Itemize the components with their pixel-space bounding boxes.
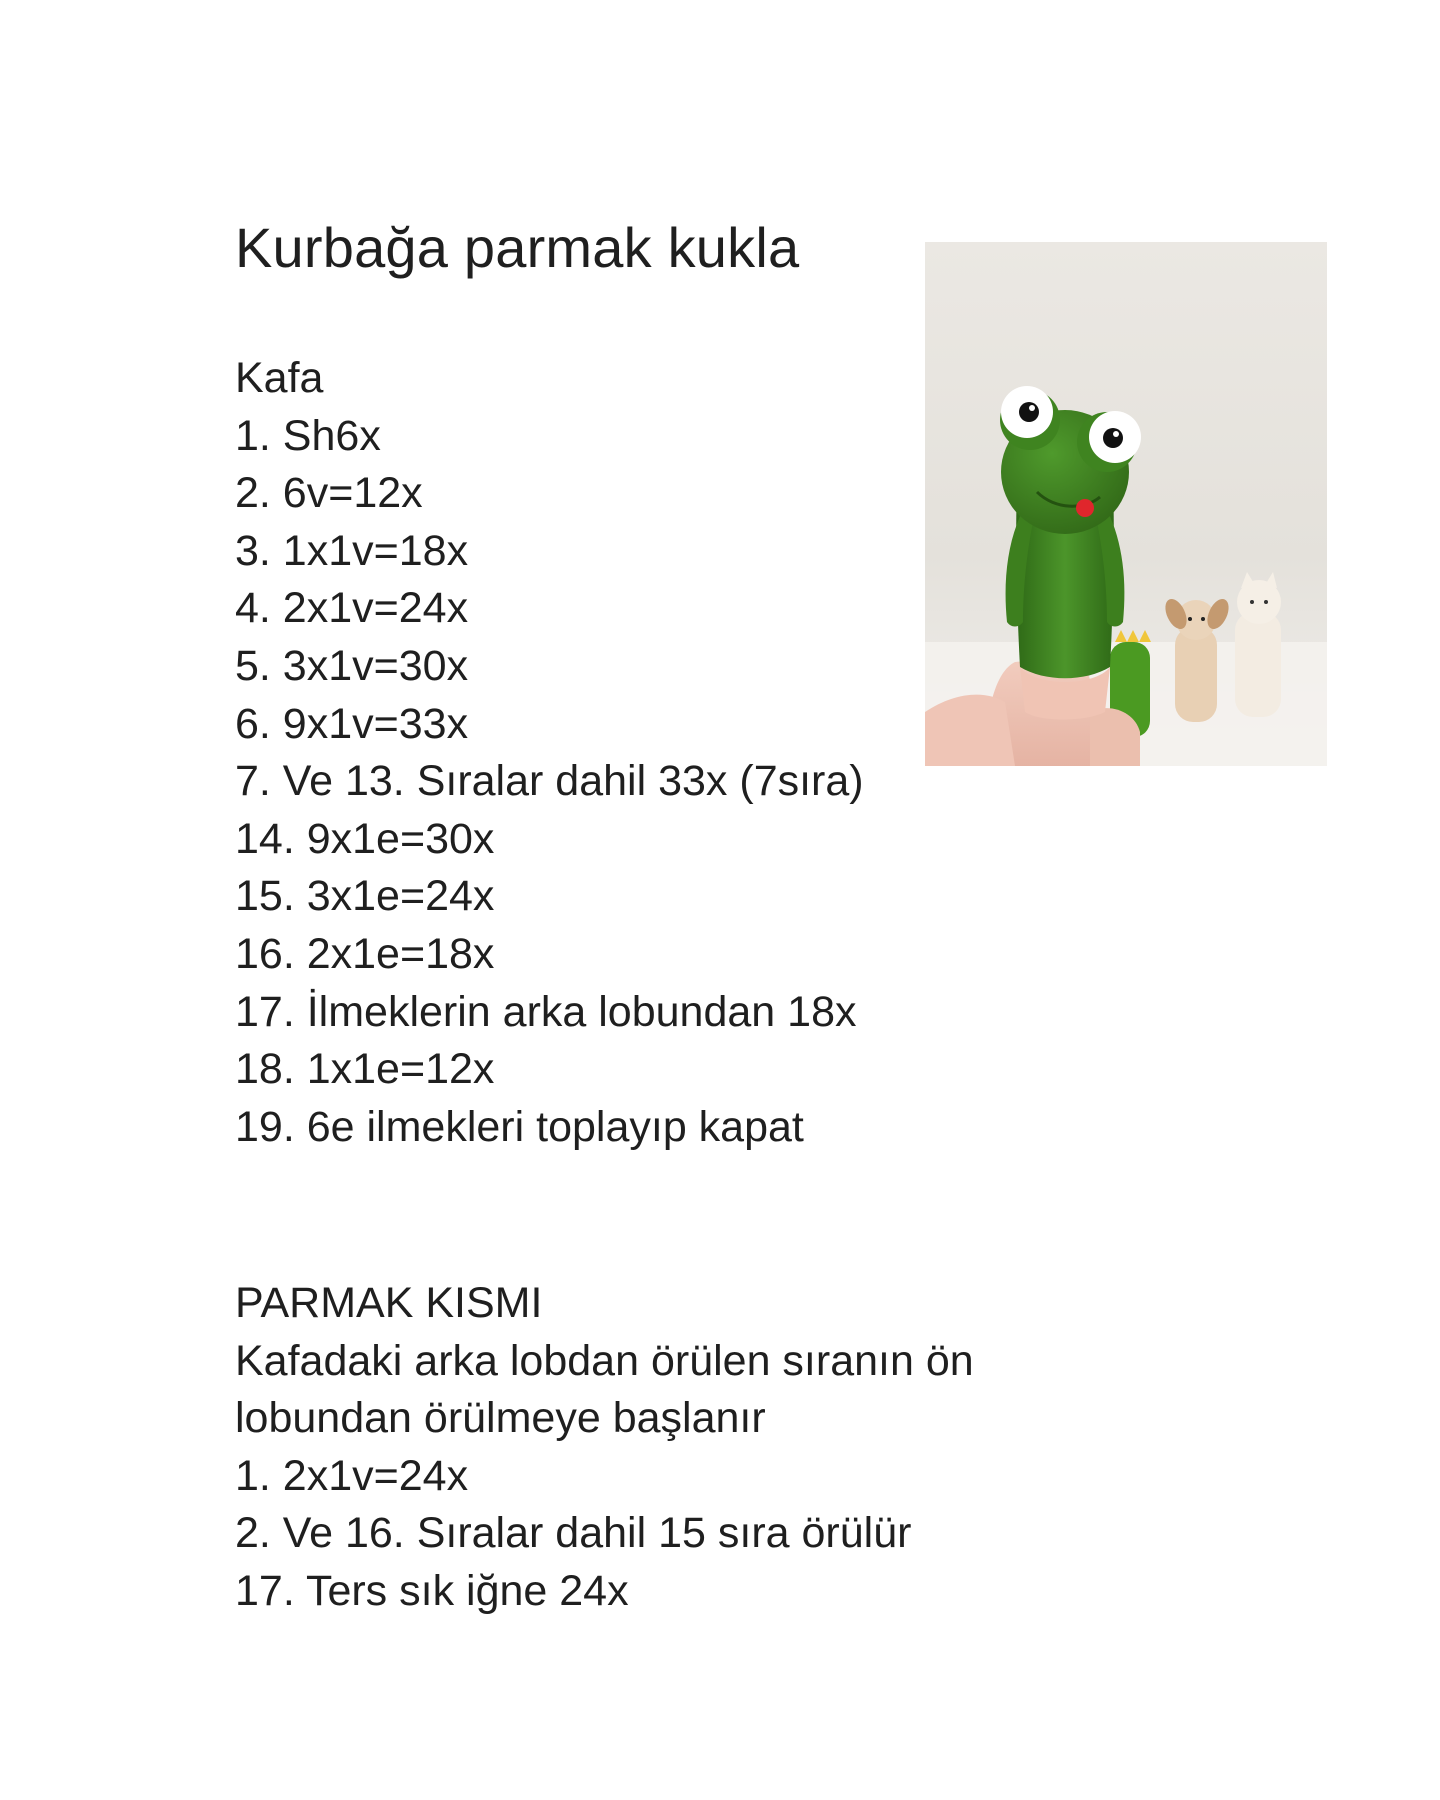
kafa-step: 2. 6v=12x (235, 469, 423, 518)
parmak-section (235, 1275, 974, 1621)
kafa-step: 17. İlmeklerin arka lobundan 18x (235, 987, 857, 1036)
parmak-step: 1. 2x1v=24x (235, 1451, 469, 1500)
kafa-step: 18. 1x1e=12x (235, 1045, 495, 1094)
kafa-step: 19. 6e ilmekleri toplayıp kapat (235, 1102, 804, 1151)
parmak-step: 2. Ve 16. Sıralar dahil 15 sıra örülür (235, 1509, 912, 1558)
kafa-step: 5. 3x1v=30x (235, 641, 469, 690)
kafa-section (235, 350, 864, 1156)
frog-tongue (1076, 499, 1094, 517)
background-cat-puppet (1235, 572, 1281, 717)
kafa-step: 3. 1x1v=18x (235, 526, 469, 575)
kafa-step: 1. Sh6x (235, 411, 381, 460)
parmak-intro-line: lobundan örülmeye başlanır (235, 1394, 766, 1443)
kafa-step: 15. 3x1e=24x (235, 872, 495, 921)
section-heading-kafa: Kafa (235, 354, 324, 402)
kafa-step: 16. 2x1e=18x (235, 929, 495, 978)
frog-puppet-photo (925, 242, 1327, 766)
kafa-step: 7. Ve 13. Sıralar dahil 33x (7sıra) (235, 757, 864, 806)
kafa-step: 14. 9x1e=30x (235, 814, 495, 863)
parmak-step: 17. Ters sık iğne 24x (235, 1566, 629, 1615)
section-heading-parmak: PARMAK KISMI (235, 1279, 543, 1327)
kafa-step: 4. 2x1v=24x (235, 584, 469, 633)
parmak-intro-line: Kafadaki arka lobdan örülen sıranın ön (235, 1336, 974, 1385)
frog-puppet-illustration (925, 242, 1327, 766)
page-title: Kurbağa parmak kukla (235, 216, 800, 279)
kafa-step: 6. 9x1v=33x (235, 699, 469, 748)
